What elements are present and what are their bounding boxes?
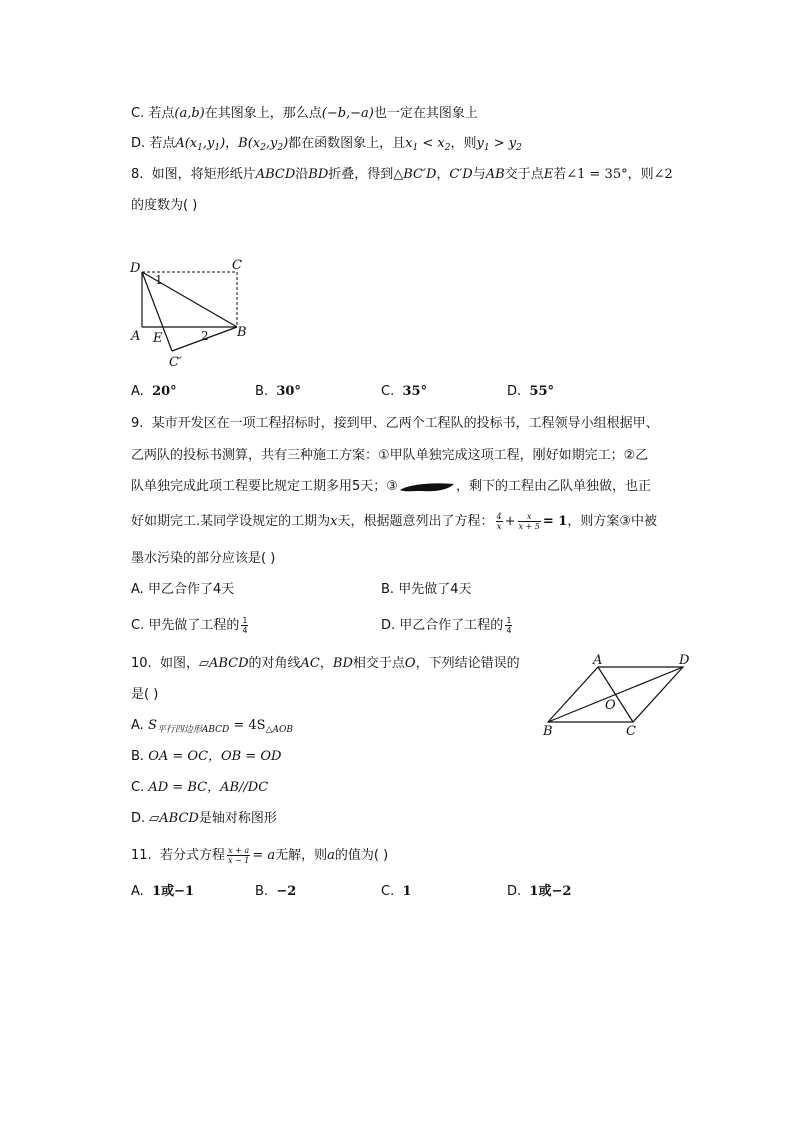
diagonal-bd	[548, 667, 683, 722]
q9-stem-line4: 好如期完工.某同学设规定的工期为x天，根据题意列出了方程： $\frac{4}{x}$ + $\frac{x}{x + 5}$ = 1，则方案③中被	[131, 512, 658, 531]
q7-option-d: D. 若点$A(x_1,y_1)$，$B(x_2,y_2)$都在函数图象上，且$x_1 < x_2$，则$y_1 > y_2$	[131, 136, 522, 153]
label-a: A	[593, 653, 603, 668]
label-a: A	[131, 329, 141, 344]
eq-frac-2: $\frac{x}{x + 5}$	[518, 512, 540, 531]
q10-option-b[interactable]: B. OA = OC，OB = OD	[131, 749, 282, 764]
q10-option-a[interactable]: A. $S_{平行四边形ABCD} = 4S_{\triangle AOB}$	[131, 718, 293, 735]
q9-option-d[interactable]: D. 甲乙合作了工程的 $\frac{1}{4}$	[381, 616, 512, 635]
label-2: 2	[201, 329, 209, 343]
q9-stem-line2: 乙两队的投标书测算，共有三种施工方案：①甲队单独完成这项工程，刚好如期完工；②乙	[131, 448, 649, 463]
q8-option-c[interactable]: C. 35°	[381, 384, 428, 399]
q11-option-c[interactable]: C. 1	[381, 884, 412, 899]
q8-stem-line2: 的度数为( )	[131, 198, 198, 213]
q11-fraction: $\frac{x + a}{x - 1}$	[227, 846, 250, 865]
label-c: C	[232, 258, 242, 273]
q8-option-b[interactable]: B. 30°	[255, 384, 301, 399]
label-c: C	[626, 724, 636, 739]
q9-stem-line1: 9. 某市开发区在一项工程招标时，接到甲、乙两个工程队的投标书，工程领导小组根据甲、	[131, 416, 659, 431]
q9-stem-line5: 墨水污染的部分应该是( )	[131, 551, 276, 566]
q10-option-d[interactable]: D. ▱ABCD是轴对称图形	[131, 811, 277, 826]
q7-option-c: C. 若点(a,b)在其图象上，那么点(−b,−a)也一定在其图象上	[131, 106, 478, 121]
eq-frac-1: $\frac{4}{x}$	[496, 512, 502, 531]
q10-stem-line2: 是( )	[131, 687, 159, 702]
q11-option-d[interactable]: D. 1或−2	[507, 884, 572, 899]
q11-option-a[interactable]: A. 1或−1	[131, 884, 195, 899]
q10-figure	[535, 652, 700, 742]
label-1: 1	[155, 273, 163, 287]
ink-blot	[398, 481, 456, 493]
label-d: D	[679, 653, 690, 668]
q10-option-c[interactable]: C. AD = BC，AB//DC	[131, 780, 269, 795]
q8-figure	[125, 255, 260, 370]
q9-stem-line3: 队单独完成此项工程要比规定工期多用5天；③ ，剩下的工程由乙队单独做，也正	[131, 479, 651, 494]
q11-option-b[interactable]: B. −2	[255, 884, 297, 899]
label-c-prime: C′	[169, 355, 182, 370]
q8-option-d[interactable]: D. 55°	[507, 384, 555, 399]
label-e: E	[153, 331, 163, 346]
q9-option-c[interactable]: C. 甲先做了工程的 $\frac{1}{4}$	[131, 616, 248, 635]
q8-option-a[interactable]: A. 20°	[131, 384, 177, 399]
label-b: B	[543, 724, 553, 739]
label-b: B	[237, 325, 247, 340]
q11-stem: 11. 若分式方程 $\frac{x + a}{x - 1}$ = a无解，则a的值为( )	[131, 846, 389, 865]
label-d: D	[130, 261, 141, 276]
q10-stem: 10. 如图，▱ABCD的对角线AC，BD相交于点O，下列结论错误的	[131, 656, 520, 671]
q9-option-a[interactable]: A. 甲乙合作了4天	[131, 582, 235, 597]
label-o: O	[605, 698, 616, 713]
q8-stem: 8. 如图，将矩形纸片ABCD沿BD折叠，得到△BC′D，C′D与AB交于点E若∠1 = 35°，则∠2	[131, 167, 673, 182]
q9-option-b[interactable]: B. 甲先做了4天	[381, 582, 472, 597]
